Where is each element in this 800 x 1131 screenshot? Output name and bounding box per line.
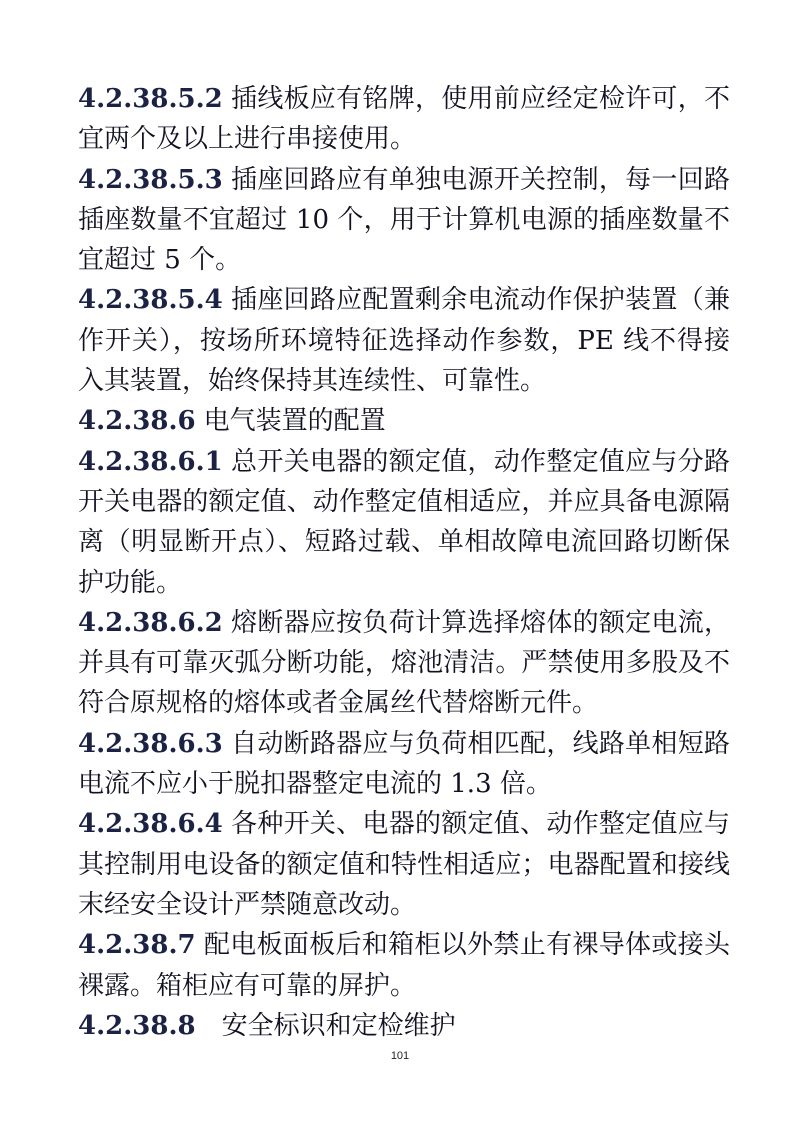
clause-number: 4.2.38.7 bbox=[78, 930, 196, 961]
clause-number: 4.2.38.6 bbox=[78, 406, 196, 437]
clause-number: 4.2.38.5.4 bbox=[78, 285, 223, 316]
clause-text: 熔断器应按负荷计算选择熔体的额定电流，并具有可靠灭弧分断功能，熔池清洁。严禁使用多股及不符合原规格的熔体或者金属丝代替熔断元件。 bbox=[78, 607, 730, 719]
clause-text: 总开关电器的额定值，动作整定值应与分路开关电器的额定值、动作整定值相适应，并应具备电源隔离（明显断开点）、短路过载、单相故障电流回路切断保护功能。 bbox=[78, 446, 730, 598]
clause-4-2-38-8 bbox=[78, 1006, 730, 1046]
clause-4-2-38-5-3 bbox=[78, 160, 730, 281]
clause-4-2-38-5-2 bbox=[78, 79, 730, 160]
clause-text: 插座回路应有单独电源开关控制，每一回路插座数量不宜超过 10 个，用于计算机电源的插座数量不宜超过 5 个。 bbox=[78, 164, 730, 276]
clause-text: 安全标识和定检维护 bbox=[221, 1010, 456, 1041]
clause-text: 插线板应有铭牌，使用前应经定检许可，不宜两个及以上进行串接使用。 bbox=[78, 84, 730, 155]
clause-text: 自动断路器应与负荷相匹配，线路单相短路电流不应小于脱扣器整定电流的 1.3 倍。 bbox=[78, 728, 730, 800]
clause-text: 插座回路应配置剩余电流动作保护装置（兼作开关），按场所环境特征选择动作参数，PE 线不得接入其装置，始终保持其连续性、可靠性。 bbox=[78, 285, 730, 397]
clause-text: 配电板面板后和箱柜以外禁止有裸导体或接头裸露。箱柜应有可靠的屏护。 bbox=[78, 930, 730, 1001]
clause-4-2-38-6-2 bbox=[78, 603, 730, 724]
clause-number: 4.2.38.5.3 bbox=[78, 164, 223, 195]
document-body bbox=[78, 79, 730, 1046]
page-number: 101 bbox=[390, 1050, 410, 1062]
clause-number: 4.2.38.6.2 bbox=[78, 607, 223, 638]
clause-4-2-38-6-4 bbox=[78, 804, 730, 925]
clause-text: 电气装置的配置 bbox=[203, 406, 386, 437]
clause-4-2-38-7 bbox=[78, 925, 730, 1006]
clause-number: 4.2.38.6.4 bbox=[78, 809, 223, 840]
clause-number: 4.2.38.6.1 bbox=[78, 446, 223, 477]
clause-number: 4.2.38.8 bbox=[78, 1010, 196, 1041]
clause-4-2-38-5-4 bbox=[78, 280, 730, 401]
clause-text: 各种开关、电器的额定值、动作整定值应与其控制用电设备的额定值和特性相适应；电器配置和接线末经安全设计严禁随意改动。 bbox=[78, 809, 730, 920]
clause-4-2-38-6-1 bbox=[78, 442, 730, 603]
clause-number: 4.2.38.6.3 bbox=[78, 728, 223, 759]
clause-4-2-38-6 bbox=[78, 401, 730, 441]
clause-4-2-38-6-3 bbox=[78, 724, 730, 805]
clause-number: 4.2.38.5.2 bbox=[78, 84, 223, 114]
